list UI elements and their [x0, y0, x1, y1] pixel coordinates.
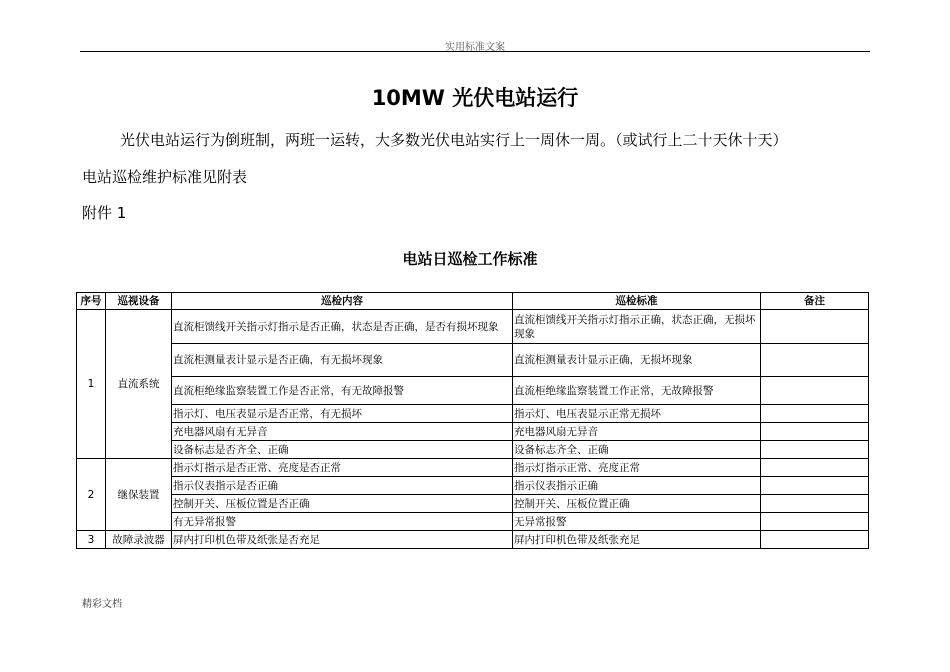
table-row — [77, 377, 869, 405]
table-row — [77, 477, 869, 495]
inspection-content: 直流柜测量表计显示是否正确，有无损坏现象 — [172, 344, 513, 377]
table-row — [77, 441, 869, 459]
intro-paragraph: 光伏电站运行为倒班制，两班一运转，大多数光伏电站实行上一周休一周。（或试行上二十天休十天） — [120, 131, 788, 149]
inspection-standard: 指示灯、电压表显示正常无损坏 — [513, 405, 761, 423]
row-number: 1 — [77, 310, 106, 459]
remark — [761, 344, 869, 377]
inspection-standard: 无异常报警 — [513, 513, 761, 531]
table-row — [77, 405, 869, 423]
inspection-standard: 直流柜绝缘监察装置工作正常，无故障报警 — [513, 377, 761, 405]
inspection-content: 有无异常报警 — [172, 513, 513, 531]
inspection-content: 指示灯指示是否正常、亮度是否正常 — [172, 459, 513, 477]
table-row — [77, 344, 869, 377]
header-content: 巡检内容 — [172, 293, 513, 310]
inspection-standard: 指示灯指示正常、亮度正常 — [513, 459, 761, 477]
inspection-standard: 屏内打印机色带及纸张充足 — [513, 531, 761, 549]
inspection-standard: 充电器风扇无异音 — [513, 423, 761, 441]
table-row — [77, 423, 869, 441]
page-header: 实用标准文案 — [445, 42, 505, 53]
inspection-content: 控制开关、压板位置是否正确 — [172, 495, 513, 513]
remark — [761, 459, 869, 477]
inspection-content: 指示灯、电压表显示是否正常，有无损坏 — [172, 405, 513, 423]
remark — [761, 531, 869, 549]
row-number: 2 — [77, 459, 106, 531]
inspection-content: 直流柜绝缘监察装置工作是否正常，有无故障报警 — [172, 377, 513, 405]
inspection-standard: 控制开关、压板位置正确 — [513, 495, 761, 513]
inspection-standard: 直流柜馈线开关指示灯指示正确，状态正确，无损坏现象 — [513, 310, 761, 344]
table-row — [77, 495, 869, 513]
inspection-content: 指示仪表指示是否正确 — [172, 477, 513, 495]
document-title: 10MW 光伏电站运行 — [371, 86, 579, 110]
inspection-content: 充电器风扇有无异音 — [172, 423, 513, 441]
header-device: 巡视设备 — [106, 293, 172, 310]
inspection-content: 设备标志是否齐全、正确 — [172, 441, 513, 459]
inspection-standard: 指示仪表指示正确 — [513, 477, 761, 495]
row-number: 3 — [77, 531, 106, 549]
remark — [761, 477, 869, 495]
remark — [761, 441, 869, 459]
header-rule — [80, 51, 870, 52]
table-header-row — [77, 293, 869, 310]
remark — [761, 310, 869, 344]
header-no: 序号 — [77, 293, 106, 310]
table-row — [77, 459, 869, 477]
appendix-note: 电站巡检维护标准见附表 — [82, 168, 248, 186]
remark — [761, 377, 869, 405]
device-name: 故障录波器 — [106, 531, 172, 549]
table-row — [77, 531, 869, 549]
inspection-table — [76, 292, 869, 549]
remark — [761, 423, 869, 441]
attachment-label: 附件 1 — [82, 204, 127, 222]
remark — [761, 405, 869, 423]
header-standard: 巡检标准 — [513, 293, 761, 310]
page-footer: 精彩文档 — [82, 599, 122, 610]
inspection-standard: 直流柜测量表计显示正确，无损坏现象 — [513, 344, 761, 377]
table-title: 电站日巡检工作标准 — [402, 250, 538, 268]
inspection-content: 屏内打印机色带及纸张是否充足 — [172, 531, 513, 549]
remark — [761, 495, 869, 513]
inspection-standard: 设备标志齐全、正确 — [513, 441, 761, 459]
device-name: 继保装置 — [106, 459, 172, 531]
remark — [761, 513, 869, 531]
table-row — [77, 310, 869, 344]
device-name: 直流系统 — [106, 310, 172, 459]
header-note: 备注 — [761, 293, 869, 310]
table-row — [77, 513, 869, 531]
inspection-content: 直流柜馈线开关指示灯指示是否正确，状态是否正确，是否有损坏现象 — [172, 310, 513, 344]
